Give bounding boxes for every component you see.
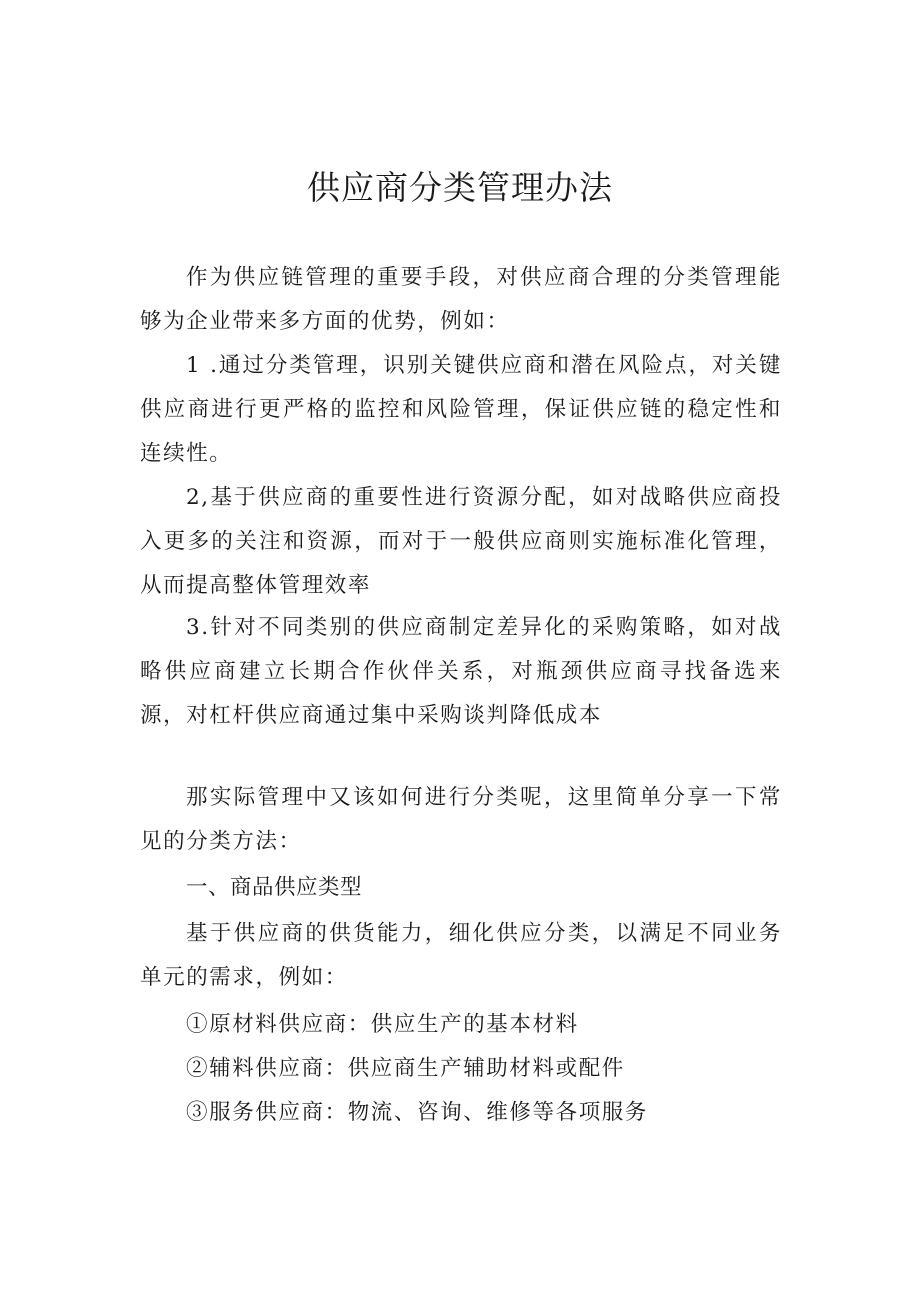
benefit-paragraph-3: 3.针对不同类别的供应商制定差异化的采购策略，如对战略供应商建立长期合作伙伴关系，对瓶颈供应商寻找备选来源，对杠杆供应商通过集中采购谈判降低成本: [140, 615, 782, 728]
supplier-type-item-1: ①原材料供应商：供应生产的基本材料: [186, 1012, 579, 1037]
benefit-paragraph-1: 1 .通过分类管理，识别关键供应商和潜在风险点，对关键供应商进行更严格的监控和风险管理，保证供应链的稳定性和连续性。: [140, 353, 782, 466]
transition-paragraph: 那实际管理中又该如何进行分类呢，这里简单分享一下常见的分类方法：: [140, 785, 782, 854]
section-heading-1: 一、商品供应类型: [186, 875, 363, 900]
supplier-type-item-3: ③服务供应商：物流、咨询、维修等各项服务: [186, 1100, 649, 1125]
section-1-intro: 基于供应商的供货能力，细化供应分类，以满足不同业务单元的需求，例如：: [140, 921, 782, 990]
intro-paragraph: 作为供应链管理的重要手段，对供应商合理的分类管理能够为企业带来多方面的优势，例如：: [140, 265, 782, 334]
benefit-paragraph-2: 2,基于供应商的重要性进行资源分配，如对战略供应商投入更多的关注和资源，而对于一般供应商则实施标准化管理，从而提高整体管理效率: [140, 485, 782, 598]
supplier-type-item-2: ②辅料供应商：供应商生产辅助材料或配件: [186, 1056, 625, 1081]
document-title: 供应商分类管理办法: [307, 168, 613, 207]
